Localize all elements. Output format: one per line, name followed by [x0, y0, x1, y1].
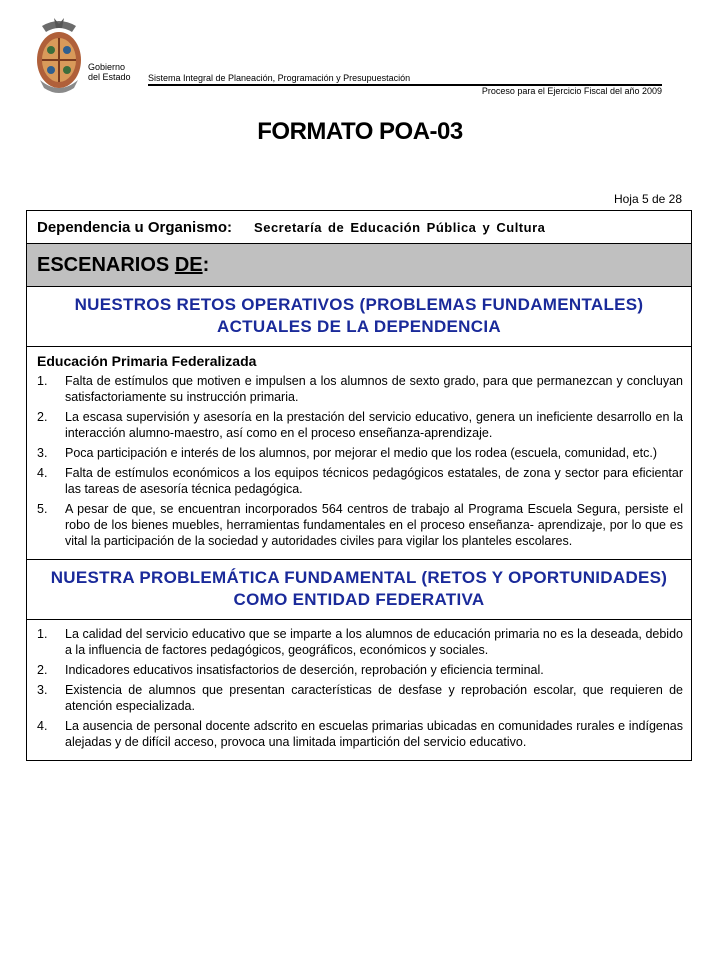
section-1-subheading: Educación Primaria Federalizada	[37, 353, 257, 369]
item-text: A pesar de que, se encuentran incorporados 564 centros de trabajo al Programa Escuela Segura, persiste el robo de los bienes muebles, herramientas fundamentales en el proceso enseñanza- aprendizaje, por lo que es vital la participación de la sociedad y autoridades civiles para vigilar los planteles escolares.	[65, 502, 683, 548]
list-item	[37, 373, 683, 405]
list-item	[37, 445, 683, 461]
item-text: La escasa supervisión y asesoría en la prestación del servicio educativo, genera un ineficiente desarrollo en la interacción alumno-maestro, así como en el proceso enseñanza-aprendizaje.	[65, 410, 683, 440]
section-2-list	[37, 626, 683, 750]
scenarios-row	[27, 244, 691, 287]
section-1-body	[27, 347, 691, 560]
list-item	[37, 626, 683, 658]
item-text: La calidad del servicio educativo que se imparte a los alumnos de educación primaria no es la deseada, debido a la influencia de factores pedagógicos, geográficos, económicos y sociales.	[65, 627, 683, 657]
item-number: 1.	[37, 374, 48, 388]
item-number: 4.	[37, 719, 48, 733]
scenarios-label-prefix: ESCENARIOS	[37, 253, 175, 276]
item-text: Falta de estímulos económicos a los equipos técnicos pedagógicos estatales, de zona y sector para eficientar las tareas de asesoría técnica pedagógica.	[65, 466, 683, 496]
scenarios-label-suffix: :	[202, 253, 210, 276]
list-item	[37, 718, 683, 750]
sheet-number: Hoja 5 de 28	[613, 192, 682, 206]
government-label	[88, 62, 131, 82]
list-item	[37, 501, 683, 549]
page-title: FORMATO POA-03	[257, 118, 463, 145]
poa-form	[26, 210, 692, 761]
item-text: La ausencia de personal docente adscrito en escuelas primarias ubicadas en comunidades rurales e indígenas alejadas y de difícil acceso, provoca una limitada impartición del servicio educativo.	[65, 719, 683, 749]
state-coat-of-arms-icon	[34, 16, 84, 96]
government-line-1: Gobierno	[88, 62, 126, 72]
list-item	[37, 465, 683, 497]
item-number: 1.	[37, 627, 48, 641]
government-line-2: del Estado	[88, 72, 131, 82]
item-number: 5.	[37, 502, 48, 516]
fiscal-process-label: Proceso para el Ejercicio Fiscal del año 2009	[481, 86, 662, 96]
scenarios-label-underlined: DE	[174, 253, 203, 276]
item-text: Indicadores educativos insatisfactorios de deserción, reprobación y eficiencia terminal.	[65, 663, 544, 677]
item-text: Poca participación e interés de los alumnos, por mejorar el medio que los rodea (escuela, comunidad, etc.)	[65, 446, 657, 460]
system-name: Sistema Integral de Planeación, Programación y Presupuestación	[148, 73, 411, 83]
item-number: 2.	[37, 663, 48, 677]
section-1-list	[37, 373, 683, 549]
section-2-heading: NUESTRA PROBLEMÁTICA FUNDAMENTAL (RETOS Y OPORTUNIDADES) COMO ENTIDAD FEDERATIVA	[27, 560, 691, 620]
item-number: 2.	[37, 410, 48, 424]
section-1-heading: NUESTROS RETOS OPERATIVOS (PROBLEMAS FUNDAMENTALES) ACTUALES DE LA DEPENDENCIA	[27, 287, 691, 347]
dependency-label: Dependencia u Organismo:	[37, 218, 233, 236]
item-number: 4.	[37, 466, 48, 480]
item-number: 3.	[37, 446, 48, 460]
section-2-body	[27, 620, 691, 760]
dependency-value: Secretaría de Educación Pública y Cultura	[254, 219, 546, 235]
item-text: Existencia de alumnos que presentan características de desfase y reprobación escolar, que requieren de atención especializada.	[65, 683, 683, 713]
list-item	[37, 662, 683, 678]
item-number: 3.	[37, 683, 48, 697]
list-item	[37, 409, 683, 441]
list-item	[37, 682, 683, 714]
dependency-row	[27, 211, 691, 244]
page-header	[0, 0, 720, 110]
item-text: Falta de estímulos que motiven e impulsen a los alumnos de sexto grado, para que permanezcan y concluyan satisfactoriamente su instrucción primaria.	[65, 374, 683, 404]
